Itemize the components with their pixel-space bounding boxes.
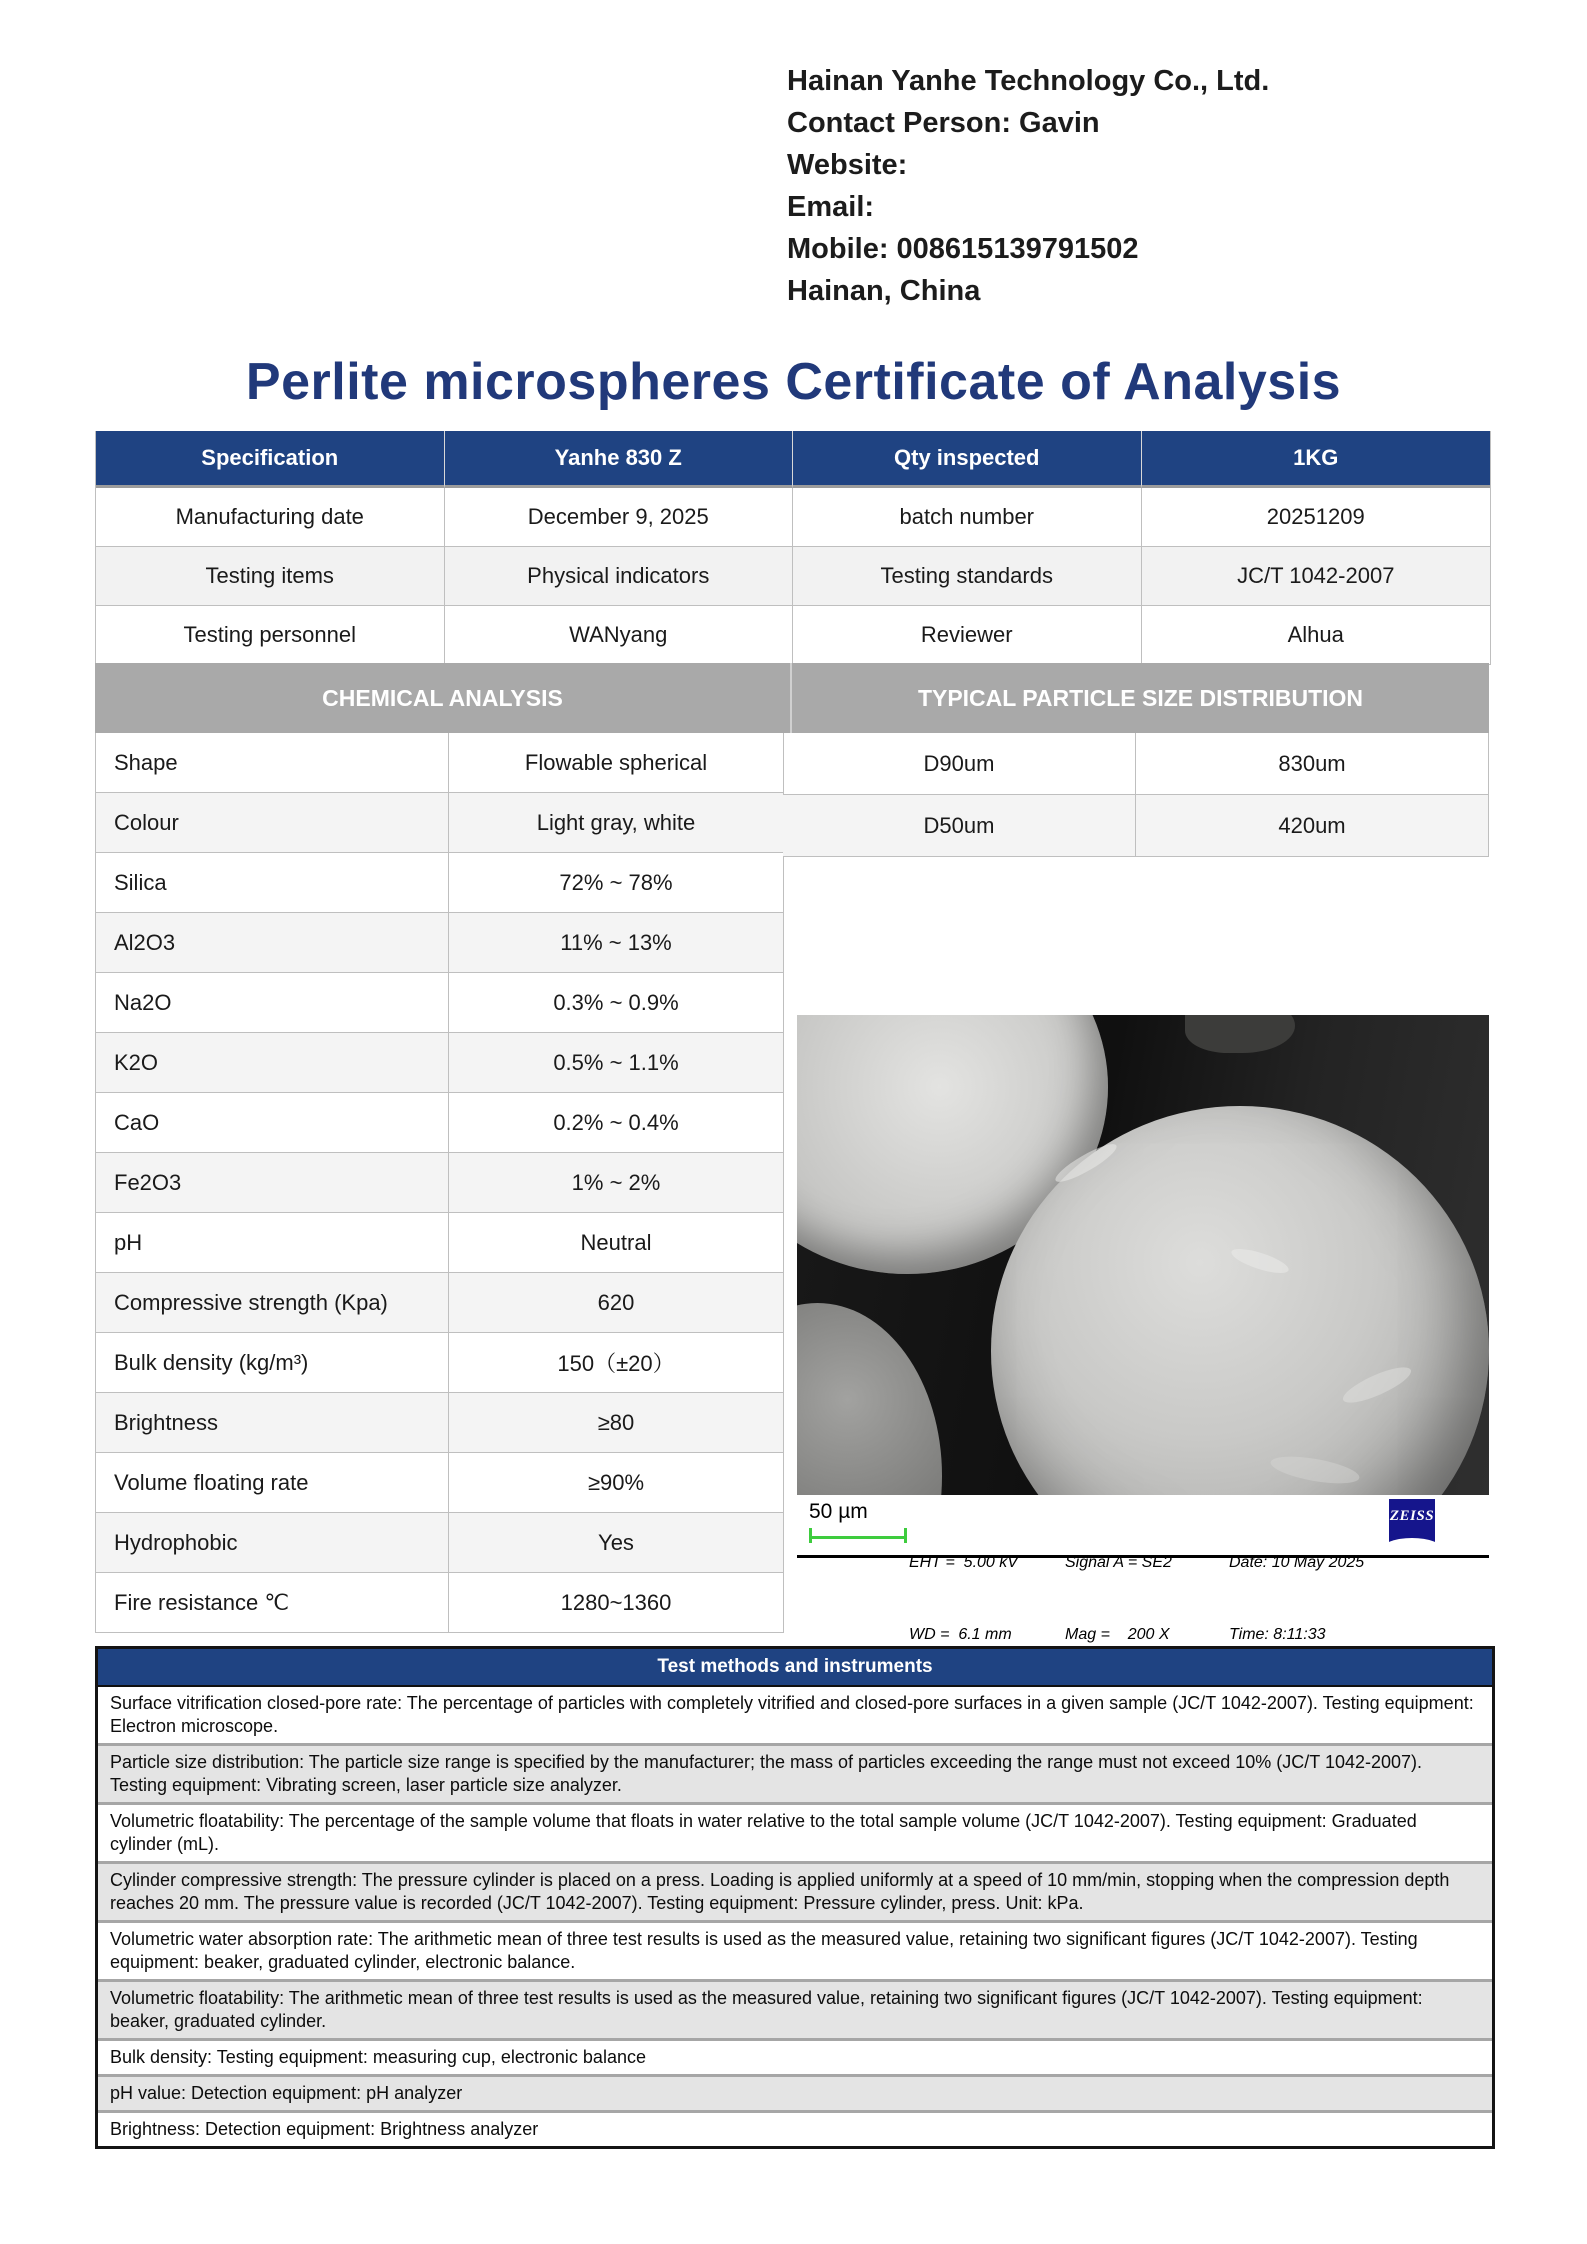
table-row [96, 1333, 784, 1393]
table-row [783, 733, 1489, 795]
chem-label: Hydrophobic [96, 1513, 449, 1573]
method-row: Volumetric floatability: The percentage of the sample volume that floats in water relative to the total sample volume (JC/T 1042-2007). Testing equipment: Graduated cylinder (mL). [98, 1802, 1492, 1861]
sem-time: Time: 8:11:33 [1229, 1626, 1326, 1643]
table-row [96, 1153, 784, 1213]
contact-block [787, 60, 1269, 312]
chem-value: 0.3% ~ 0.9% [449, 973, 784, 1033]
contact-website: Website: [787, 149, 908, 181]
chem-label: Brightness [96, 1393, 449, 1453]
psd-value: 420um [1136, 795, 1489, 857]
particle-size-table [783, 733, 1489, 857]
chem-label: CaO [96, 1093, 449, 1153]
chem-value: 150（±20） [449, 1333, 784, 1393]
test-methods-section [95, 1646, 1495, 2149]
info-table [95, 431, 1491, 665]
sem-image [797, 1015, 1489, 1495]
chem-label: Na2O [96, 973, 449, 1033]
table-row [96, 1573, 784, 1633]
sem-signal: Signal A = SE2 [1065, 1554, 1172, 1571]
method-row: Volumetric floatability: The arithmetic mean of three test results is used as the measured value, retaining two significant figures (JC/T 1042-2007). Testing equipment: beaker, graduated cylinder. [98, 1979, 1492, 2038]
info-cell: batch number [793, 488, 1142, 547]
chem-value: Flowable spherical [449, 733, 784, 793]
chem-label: Shape [96, 733, 449, 793]
method-row: Volumetric water absorption rate: The arithmetic mean of three test results is used as the measured value, retaining two significant figures (JC/T 1042-2007). Testing equipment: beaker, graduated cylinder, electronic balance. [98, 1920, 1492, 1979]
sem-metadata-bar [797, 1495, 1489, 1643]
info-header-cell: 1KG [1142, 431, 1491, 488]
info-cell: Testing standards [793, 547, 1142, 606]
info-header-cell: Qty inspected [793, 431, 1142, 488]
info-cell: Physical indicators [445, 547, 794, 606]
info-cell: Alhua [1142, 606, 1491, 665]
info-cell: December 9, 2025 [445, 488, 794, 547]
zeiss-logo [1389, 1499, 1435, 1549]
sem-debris [1185, 1015, 1296, 1053]
chem-label: K2O [96, 1033, 449, 1093]
table-row [783, 795, 1489, 857]
info-header-row [96, 431, 1490, 488]
info-header-cell: Yanhe 830 Z [445, 431, 794, 488]
chem-value: ≥90% [449, 1453, 784, 1513]
sem-mag: Mag = 200 X [1065, 1626, 1170, 1643]
method-row: Particle size distribution: The particle size range is specified by the manufacturer; the mass of particles exceeding the range must not exceed 10% (JC/T 1042-2007). Testing equipment: Vibrating screen, laser particle size analyzer. [98, 1743, 1492, 1802]
method-row: pH value: Detection equipment: pH analyzer [98, 2074, 1492, 2110]
chem-value: Light gray, white [449, 793, 784, 853]
contact-mobile: Mobile: 008615139791502 [787, 233, 1139, 265]
method-row: Bulk density: Testing equipment: measuring cup, electronic balance [98, 2038, 1492, 2074]
chem-label: Colour [96, 793, 449, 853]
table-row [96, 973, 784, 1033]
table-row [96, 1453, 784, 1513]
table-row [96, 606, 1490, 665]
method-row: Surface vitrification closed-pore rate: The percentage of particles with completely vitrified and closed-pore surfaces in a given sample (JC/T 1042-2007). Testing equipment: Electron microscope. [110, 1693, 1474, 1736]
surface-flake [1269, 1451, 1361, 1488]
table-row [96, 913, 784, 973]
chem-value: 72% ~ 78% [449, 853, 784, 913]
contact-location: Hainan, China [787, 275, 981, 307]
method-row: Cylinder compressive strength: The pressure cylinder is placed on a press. Loading is applied uniformly at a speed of 10 mm/min, stopping when the compression depth reaches 20 mm. The pressure value is recorded (JC/T 1042-2007). Testing equipment: Pressure cylinder, press. Unit: kPa. [98, 1861, 1492, 1920]
psd-value: 830um [1136, 733, 1489, 795]
table-row [96, 547, 1490, 606]
chem-label: Compressive strength (Kpa) [96, 1273, 449, 1333]
table-row [96, 733, 784, 793]
table-row [96, 853, 784, 913]
scale-bar [809, 1528, 907, 1543]
table-row [96, 1093, 784, 1153]
company-name: Hainan Yanhe Technology Co., Ltd. [787, 65, 1270, 97]
zeiss-logo-text: ZEISS [1389, 1508, 1435, 1524]
psd-label: D90um [783, 733, 1136, 795]
chem-label: Silica [96, 853, 449, 913]
scale-label: 50 µm [809, 1500, 868, 1523]
info-cell: Testing items [96, 547, 445, 606]
info-cell: WANyang [445, 606, 794, 665]
table-row [96, 1213, 784, 1273]
table-row [96, 1393, 784, 1453]
chem-value: ≥80 [449, 1393, 784, 1453]
chem-value: 0.2% ~ 0.4% [449, 1093, 784, 1153]
info-header-cell: Specification [96, 431, 445, 488]
sem-date: Date: 10 May 2025 [1229, 1554, 1365, 1571]
surface-flake [1229, 1244, 1291, 1278]
chem-label: Al2O3 [96, 913, 449, 973]
chemical-analysis-table [95, 733, 784, 1633]
chem-value: 1% ~ 2% [449, 1153, 784, 1213]
chem-label: Bulk density (kg/m³) [96, 1333, 449, 1393]
info-cell: Manufacturing date [96, 488, 445, 547]
contact-person: Contact Person: Gavin [787, 107, 1100, 139]
surface-flake [1339, 1361, 1415, 1409]
section-header-row [95, 663, 1489, 733]
contact-email: Email: [787, 191, 875, 223]
section-header-particle: TYPICAL PARTICLE SIZE DISTRIBUTION [917, 684, 1364, 711]
chem-value: Neutral [449, 1213, 784, 1273]
section-header-chemical: CHEMICAL ANALYSIS [95, 663, 792, 733]
microsphere-bottom-left [797, 1303, 942, 1495]
info-cell: JC/T 1042-2007 [1142, 547, 1491, 606]
sem-wd: WD = 6.1 mm [909, 1626, 1012, 1643]
sem-micrograph [797, 1015, 1489, 1643]
chem-label: Volume floating rate [96, 1453, 449, 1513]
scale-group [809, 1500, 907, 1543]
table-row [96, 1513, 784, 1573]
chem-value: 620 [449, 1273, 784, 1333]
chem-value: 1280~1360 [449, 1573, 784, 1633]
table-row [96, 1033, 784, 1093]
info-cell: 20251209 [1142, 488, 1491, 547]
test-methods-header: Test methods and instruments [98, 1649, 1492, 1687]
table-row [96, 1273, 784, 1333]
sem-eht: EHT = 5.00 kV [909, 1554, 1018, 1571]
info-cell: Testing personnel [96, 606, 445, 665]
method-row: Brightness: Detection equipment: Brightness analyzer [98, 2110, 1492, 2146]
table-row [96, 793, 784, 853]
psd-label: D50um [783, 795, 1136, 857]
chem-label: Fe2O3 [96, 1153, 449, 1213]
chem-value: 11% ~ 13% [449, 913, 784, 973]
table-row [96, 488, 1490, 547]
chem-value: 0.5% ~ 1.1% [449, 1033, 784, 1093]
page-title: Perlite microspheres Certificate of Analysis [245, 353, 1342, 411]
chem-label: Fire resistance ℃ [96, 1573, 449, 1633]
chem-label: pH [96, 1213, 449, 1273]
info-cell: Reviewer [793, 606, 1142, 665]
chem-value: Yes [449, 1513, 784, 1573]
